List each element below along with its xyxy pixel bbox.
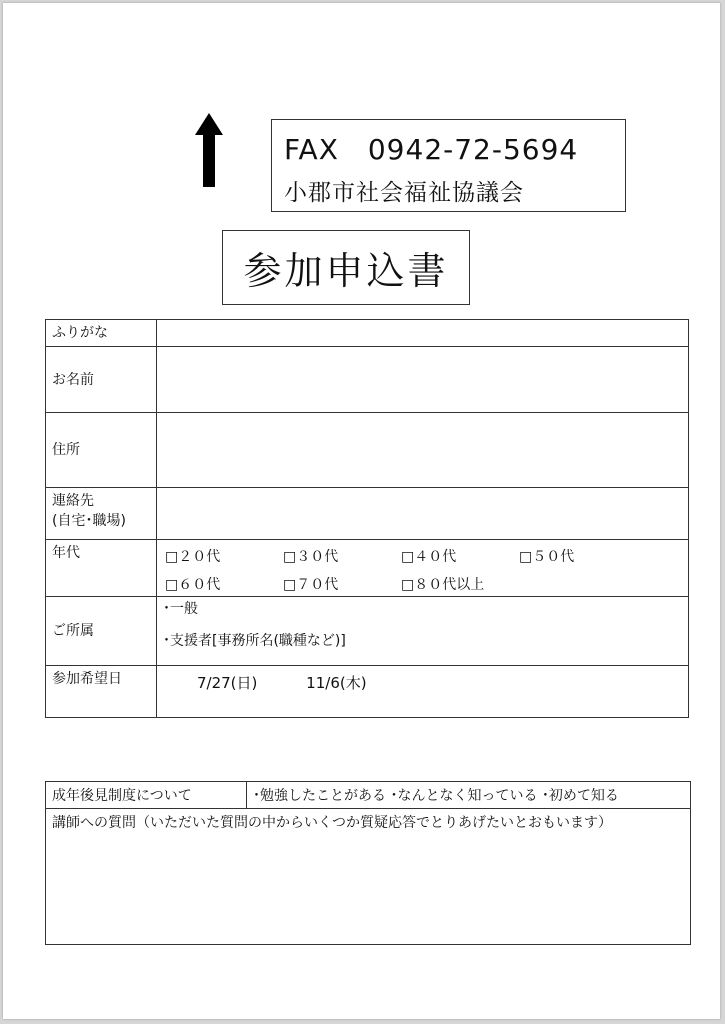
affiliation-supporter[interactable]: ･支援者[事務所名(職種など)]: [163, 633, 346, 649]
address-field[interactable]: [157, 413, 689, 488]
age-option-20s[interactable]: □２０代: [165, 549, 221, 565]
age-option-80s-plus[interactable]: □８０代以上: [401, 577, 485, 593]
furigana-field[interactable]: [157, 320, 689, 347]
contact-label-line1: 連絡先: [52, 493, 94, 509]
organization-name: 小郡市社会福祉協議会: [284, 180, 524, 206]
application-form: [45, 319, 689, 718]
furigana-label: ふりがな: [46, 320, 157, 347]
date-option-1[interactable]: 7/27(日): [197, 674, 258, 692]
age-options: [157, 540, 689, 597]
name-label: お名前: [46, 347, 157, 413]
age-option-70s[interactable]: □７０代: [283, 577, 339, 593]
page-title: 参加申込書: [243, 249, 449, 293]
name-field[interactable]: [157, 347, 689, 413]
contact-field[interactable]: [157, 488, 689, 540]
date-label: 参加希望日: [46, 666, 157, 718]
age-option-40s[interactable]: □４０代: [401, 549, 457, 565]
question-field[interactable]: 講師への質問（いただいた質問の中からいくつか質疑応答でとりあげたいとおもいます）: [46, 809, 691, 945]
age-option-30s[interactable]: □３０代: [283, 549, 339, 565]
guardianship-options[interactable]: ･勉強したことがある ･なんとなく知っている ･初めて知る: [247, 782, 691, 809]
affiliation-label: ご所属: [46, 597, 157, 666]
affiliation-options: [157, 597, 689, 666]
address-label: 住所: [46, 413, 157, 488]
contact-label-line2: (自宅･職場): [52, 513, 126, 529]
up-arrow-icon: [195, 113, 223, 187]
age-label: 年代: [46, 540, 157, 597]
question-form: [45, 781, 691, 945]
age-option-50s[interactable]: □５０代: [519, 549, 575, 565]
document-page: [3, 3, 720, 1019]
contact-label: [46, 488, 157, 540]
guardianship-label: 成年後見制度について: [46, 782, 247, 809]
fax-box: [271, 119, 626, 212]
affiliation-general[interactable]: ･一般: [163, 601, 198, 617]
age-option-60s[interactable]: □６０代: [165, 577, 221, 593]
date-options: [157, 666, 689, 718]
date-option-2[interactable]: 11/6(木): [306, 674, 367, 692]
fax-number: FAX 0942-72-5694: [284, 133, 579, 166]
title-box: [222, 230, 470, 305]
